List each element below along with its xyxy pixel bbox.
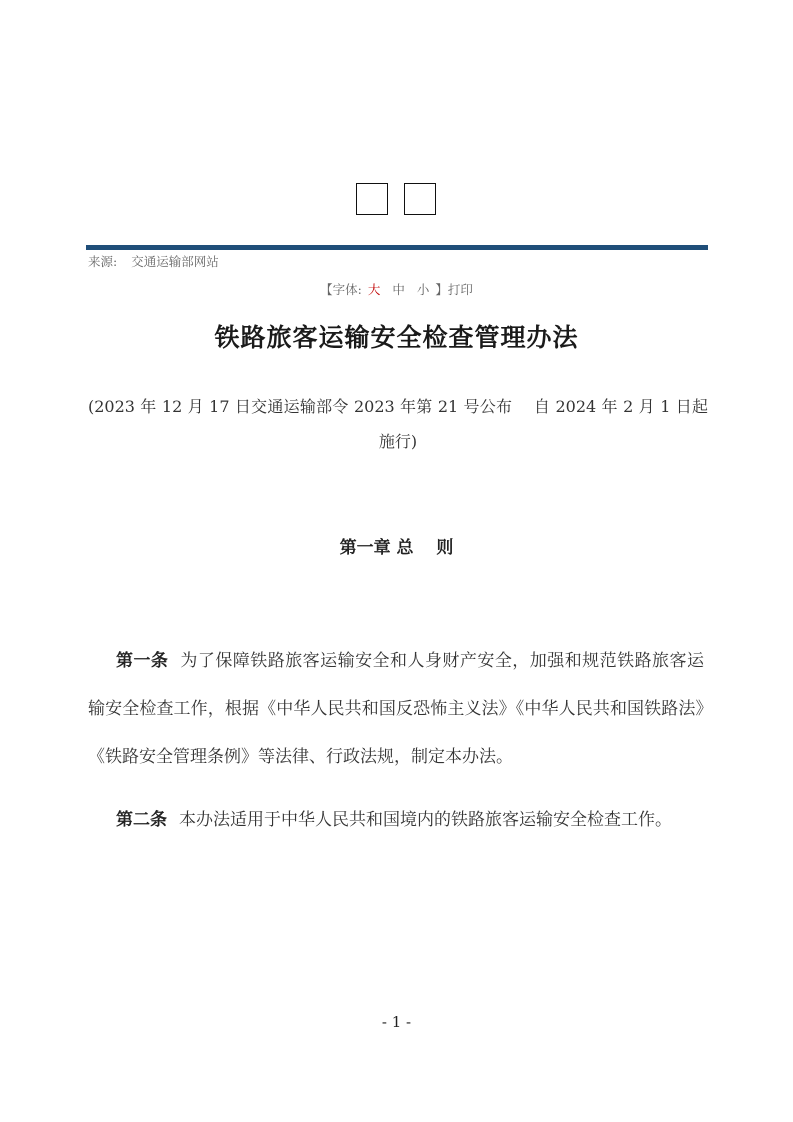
article-1 [88,637,704,781]
font-bracket-open: 【 [320,282,333,297]
source-value: 交通运输部网站 [131,254,219,269]
source-line [88,252,219,270]
document-meta: (2023 年 12 月 17 日交通运输部令 2023 年第 21 号公布 自 2024 年 2 月 1 日起施行) [88,397,708,451]
article-1-text: 为了保障铁路旅客运输安全和人身财产安全，加强和规范铁路旅客运输安全检查工作，根据《中华人民共和国反恐怖主义法》《中华人民共和国铁路法》《铁路安全管理条例》等法律、行政法规，制定本办法。 [88,651,704,767]
source-label: 来源: [88,254,118,269]
page-number: - 1 - [381,1013,412,1031]
chapter-heading: 第一章 总 则 [339,538,454,558]
article-2-text: 本办法适用于中华人民共和国境内的铁路旅客运输安全检查工作。 [179,810,672,830]
font-bracket-close: 】 [435,282,448,297]
placeholder-box-right [404,183,436,215]
font-size-medium-link[interactable]: 中 [392,282,405,297]
article-2-label: 第二条 [116,810,167,830]
article-2 [88,796,704,844]
header-rule [86,245,708,250]
placeholder-glyph-boxes [356,183,436,215]
font-size-large-link[interactable]: 大 [367,282,381,297]
print-link[interactable]: 打印 [447,282,473,297]
document-title: 铁路旅客运输安全检查管理办法 [214,323,579,352]
article-1-label: 第一条 [116,651,169,671]
placeholder-box-left [356,183,388,215]
font-size-label: 字体: [332,282,362,297]
font-size-small-link[interactable]: 小 [416,282,430,297]
font-size-controls [0,280,793,298]
